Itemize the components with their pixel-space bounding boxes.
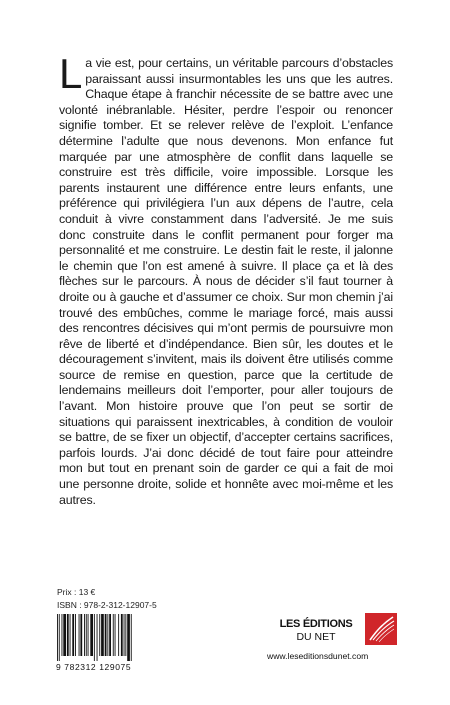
book-meta (57, 586, 157, 612)
publisher-name-line2: DU NET (296, 631, 336, 643)
publisher-name-line1: LES ÉDITIONS (279, 618, 353, 630)
back-cover-blurb (59, 50, 393, 508)
barcode-bars (56, 614, 152, 662)
barcode-number: 9 782312 129075 (56, 662, 132, 672)
drop-cap: L (59, 50, 83, 97)
publisher-logo-block (270, 610, 400, 648)
blurb-text: a vie est, pour certains, un véritable parcours d’obstacles paraissant aussi insurmontables les uns que les autres. Chaque étape à franchir nécessite de se battre avec une volonté inébranlable. Hésiter, perdre l’espoir ou renoncer signifie tomber. Et se relever relève de l’exploit. L’enfance détermine l’adulte que nous devenons. Mon enfance fut marquée par une atmosphère de conflit dans laquelle se construire est très difficile, voire impossible. Lorsque les parents instaurent une différence entre leurs enfants, une préférence qui privilégiera l’un aux dépens de l’autre, cela conduit à vivre constamment dans l’adversité. Je me suis donc construite dans le conflit permanent pour forger ma personnalité et me construire. Le destin fait le reste, il jalonne le chemin que l’on est amené à suivre. Il place ça et là des flèches sur le parcours. À nous de décider s’il faut tourner à droite ou à gauche et d’assumer ce choix. Sur mon chemin j’ai trouvé des embûches, comme le mariage forcé, mais aussi des rencontres décisives qui m’ont permis de poursuivre mon rêve de liberté et d’indépendance. Bien sûr, les doutes et le découragement s’invitent, mais ils doivent être utilisés comme source de remise en question, parce que la certitude de lendemains meilleurs doit l’emporter, pour aller toujours de l’avant. Mon histoire prouve que l’on peut se sortir de situations qui paraissent inextricables, à condition de vouloir se battre, de se fixer un objectif, d’accepter certains sacrifices, parfois lourds. J’ai donc décidé de tout faire pour atteindre mon but tout en prenant soin de garder ce qui a fait de moi une personne droite, solide et honnête avec moi-même et les autres. (59, 56, 393, 507)
isbn-label: ISBN : 978-2-312-12907-5 (57, 600, 157, 610)
publisher-website: www.leseditionsdunet.com (267, 651, 369, 661)
barcode (56, 614, 152, 664)
publisher-logo-icon (365, 613, 397, 645)
price-label: Prix : 13 € (57, 587, 96, 597)
